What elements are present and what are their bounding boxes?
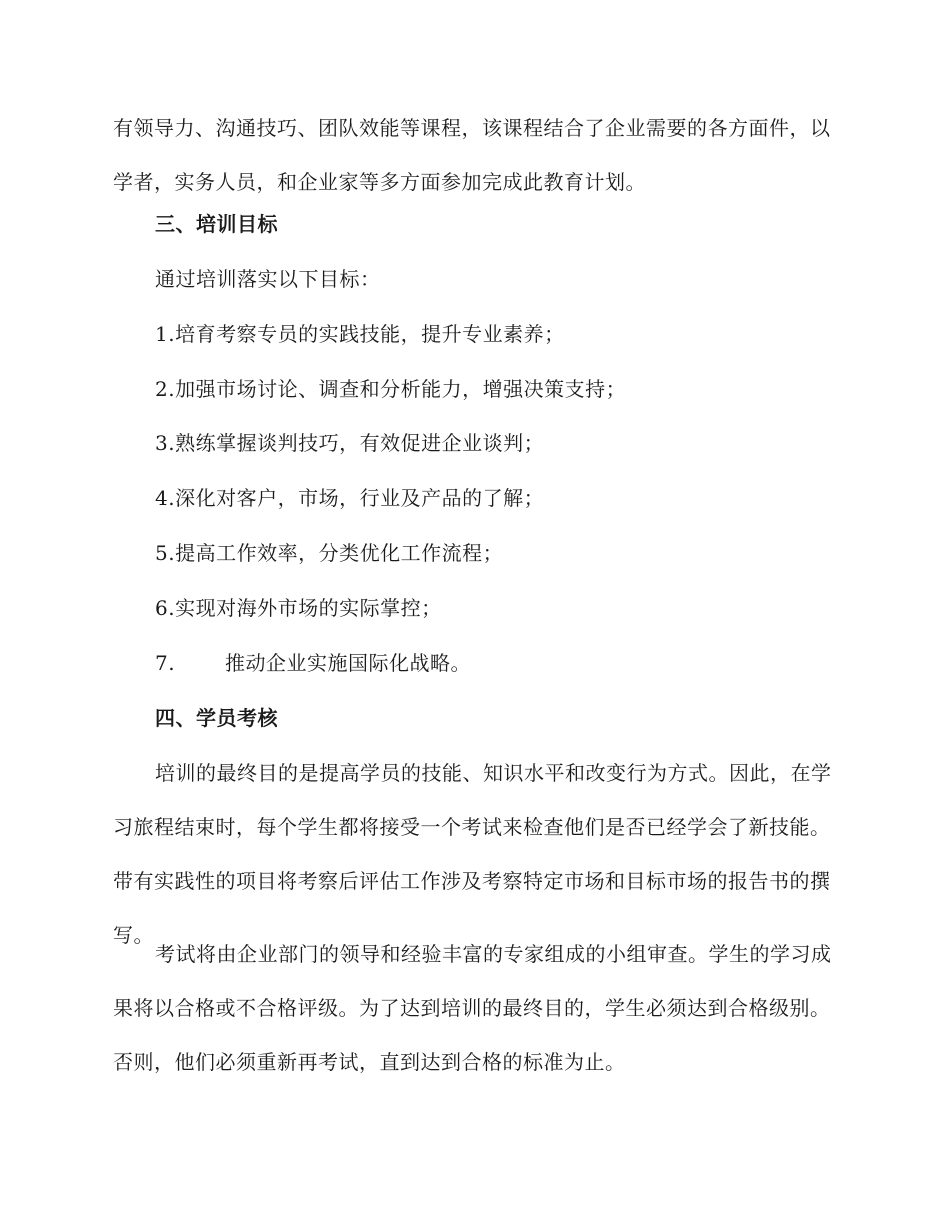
section3-lead: 通过培训落实以下目标：	[155, 267, 381, 291]
intro-continuation-paragraph: 有领导力、沟通技巧、团队效能等课程，该课程结合了企业需要的各方面件，以学者，实务人员，和企业家等多方面参加完成此教育计划。	[113, 116, 831, 194]
section3-heading: 三、培训目标	[155, 212, 278, 236]
goal-item-2: 2.加强市场讨论、调查和分析能力，增强决策支持；	[155, 377, 627, 401]
goal-item-6: 6.实现对海外市场的实际掌控；	[155, 596, 442, 620]
goal-item-7	[155, 636, 838, 690]
section4-paragraph-1: 培训的最终目的是提高学员的技能、知识水平和改变行为方式。因此，在学习旅程结束时，每个学生都将接受一个考试来检查他们是否已经学会了新技能。带有实践性的项目将考察后评估工作涉及考察特定市场和目标市场的报告书的撰写。	[113, 761, 832, 947]
goal-item-4: 4.深化对客户，市场，行业及产品的了解；	[155, 486, 545, 510]
goal-item-3: 3.熟练掌握谈判技巧，有效促进企业谈判；	[155, 431, 545, 455]
goal-item-7-number: 7.	[155, 651, 176, 675]
goal-item-1: 1.培育考察专员的实践技能，提升专业素养；	[155, 322, 565, 346]
section4-paragraph-2: 考试将由企业部门的领导和经验丰富的专家组成的小组审查。学生的学习成果将以合格或不合格评级。为了达到培训的最终目的，学生必须达到合格级别。否则，他们必须重新再考试，直到达到合格的标准为止。	[113, 942, 832, 1074]
goal-item-7-text: 推动企业实施国际化战略。	[225, 651, 471, 675]
section4-heading: 四、学员考核	[155, 706, 278, 730]
goal-item-5: 5.提高工作效率，分类优化工作流程；	[155, 541, 504, 565]
